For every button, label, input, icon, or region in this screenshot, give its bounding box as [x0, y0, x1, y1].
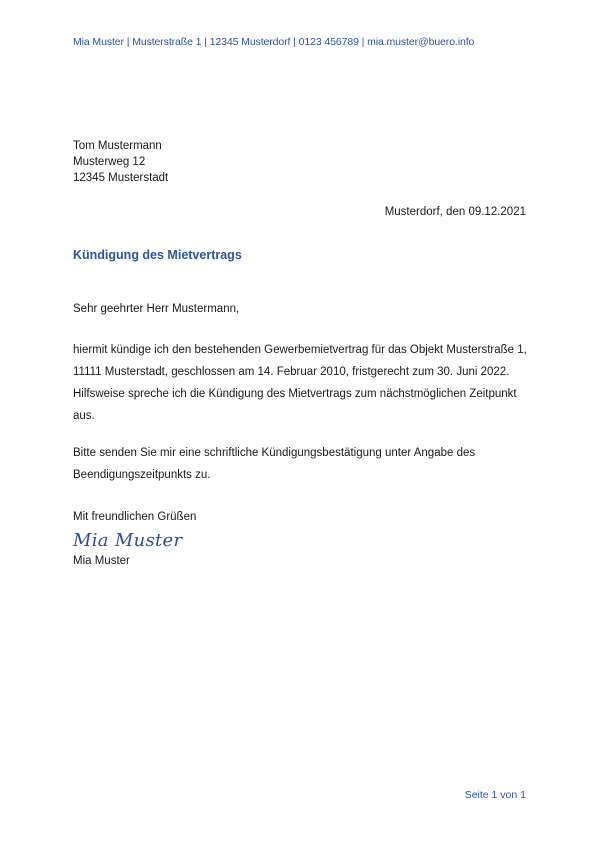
closing-phrase: Mit freundlichen Grüßen: [73, 511, 197, 523]
body-paragraph-termination: hiermit kündige ich den bestehenden Gewerbemietvertrag für das Objekt Musterstraße 1, 11111 Musterstadt, geschlossen am 14. Februar 2010, fristgerecht zum 30. Juni 2022. Hilfsweise spreche ich die Kündigung des Mietvertrags zum nächstmöglichen Zeitpunkt aus.: [73, 344, 527, 422]
place-date-line: Musterdorf, den 09.12.2021: [384, 206, 526, 218]
page-number: Seite 1 von 1: [464, 789, 526, 801]
recipient-city: 12345 Musterstadt: [73, 172, 169, 184]
handwritten-signature: Mia Muster: [73, 530, 183, 551]
recipient-street: Musterweg 12: [73, 156, 146, 168]
subject-line: Kündigung des Mietvertrags: [73, 248, 242, 262]
recipient-address: [73, 138, 168, 186]
sender-address-line: Mia Muster | Musterstraße 1 | 12345 Musterdorf | 0123 456789 | mia.muster@buero.info: [73, 36, 475, 48]
body-paragraph-confirmation-request: Bitte senden Sie mir eine schriftliche Kündigungsbestätigung unter Angabe des Beendigungszeitpunkts zu.: [73, 447, 476, 481]
signer-name: Mia Muster: [73, 555, 130, 567]
recipient-name: Tom Mustermann: [73, 140, 162, 152]
salutation: Sehr geehrter Herr Mustermann,: [73, 303, 240, 315]
